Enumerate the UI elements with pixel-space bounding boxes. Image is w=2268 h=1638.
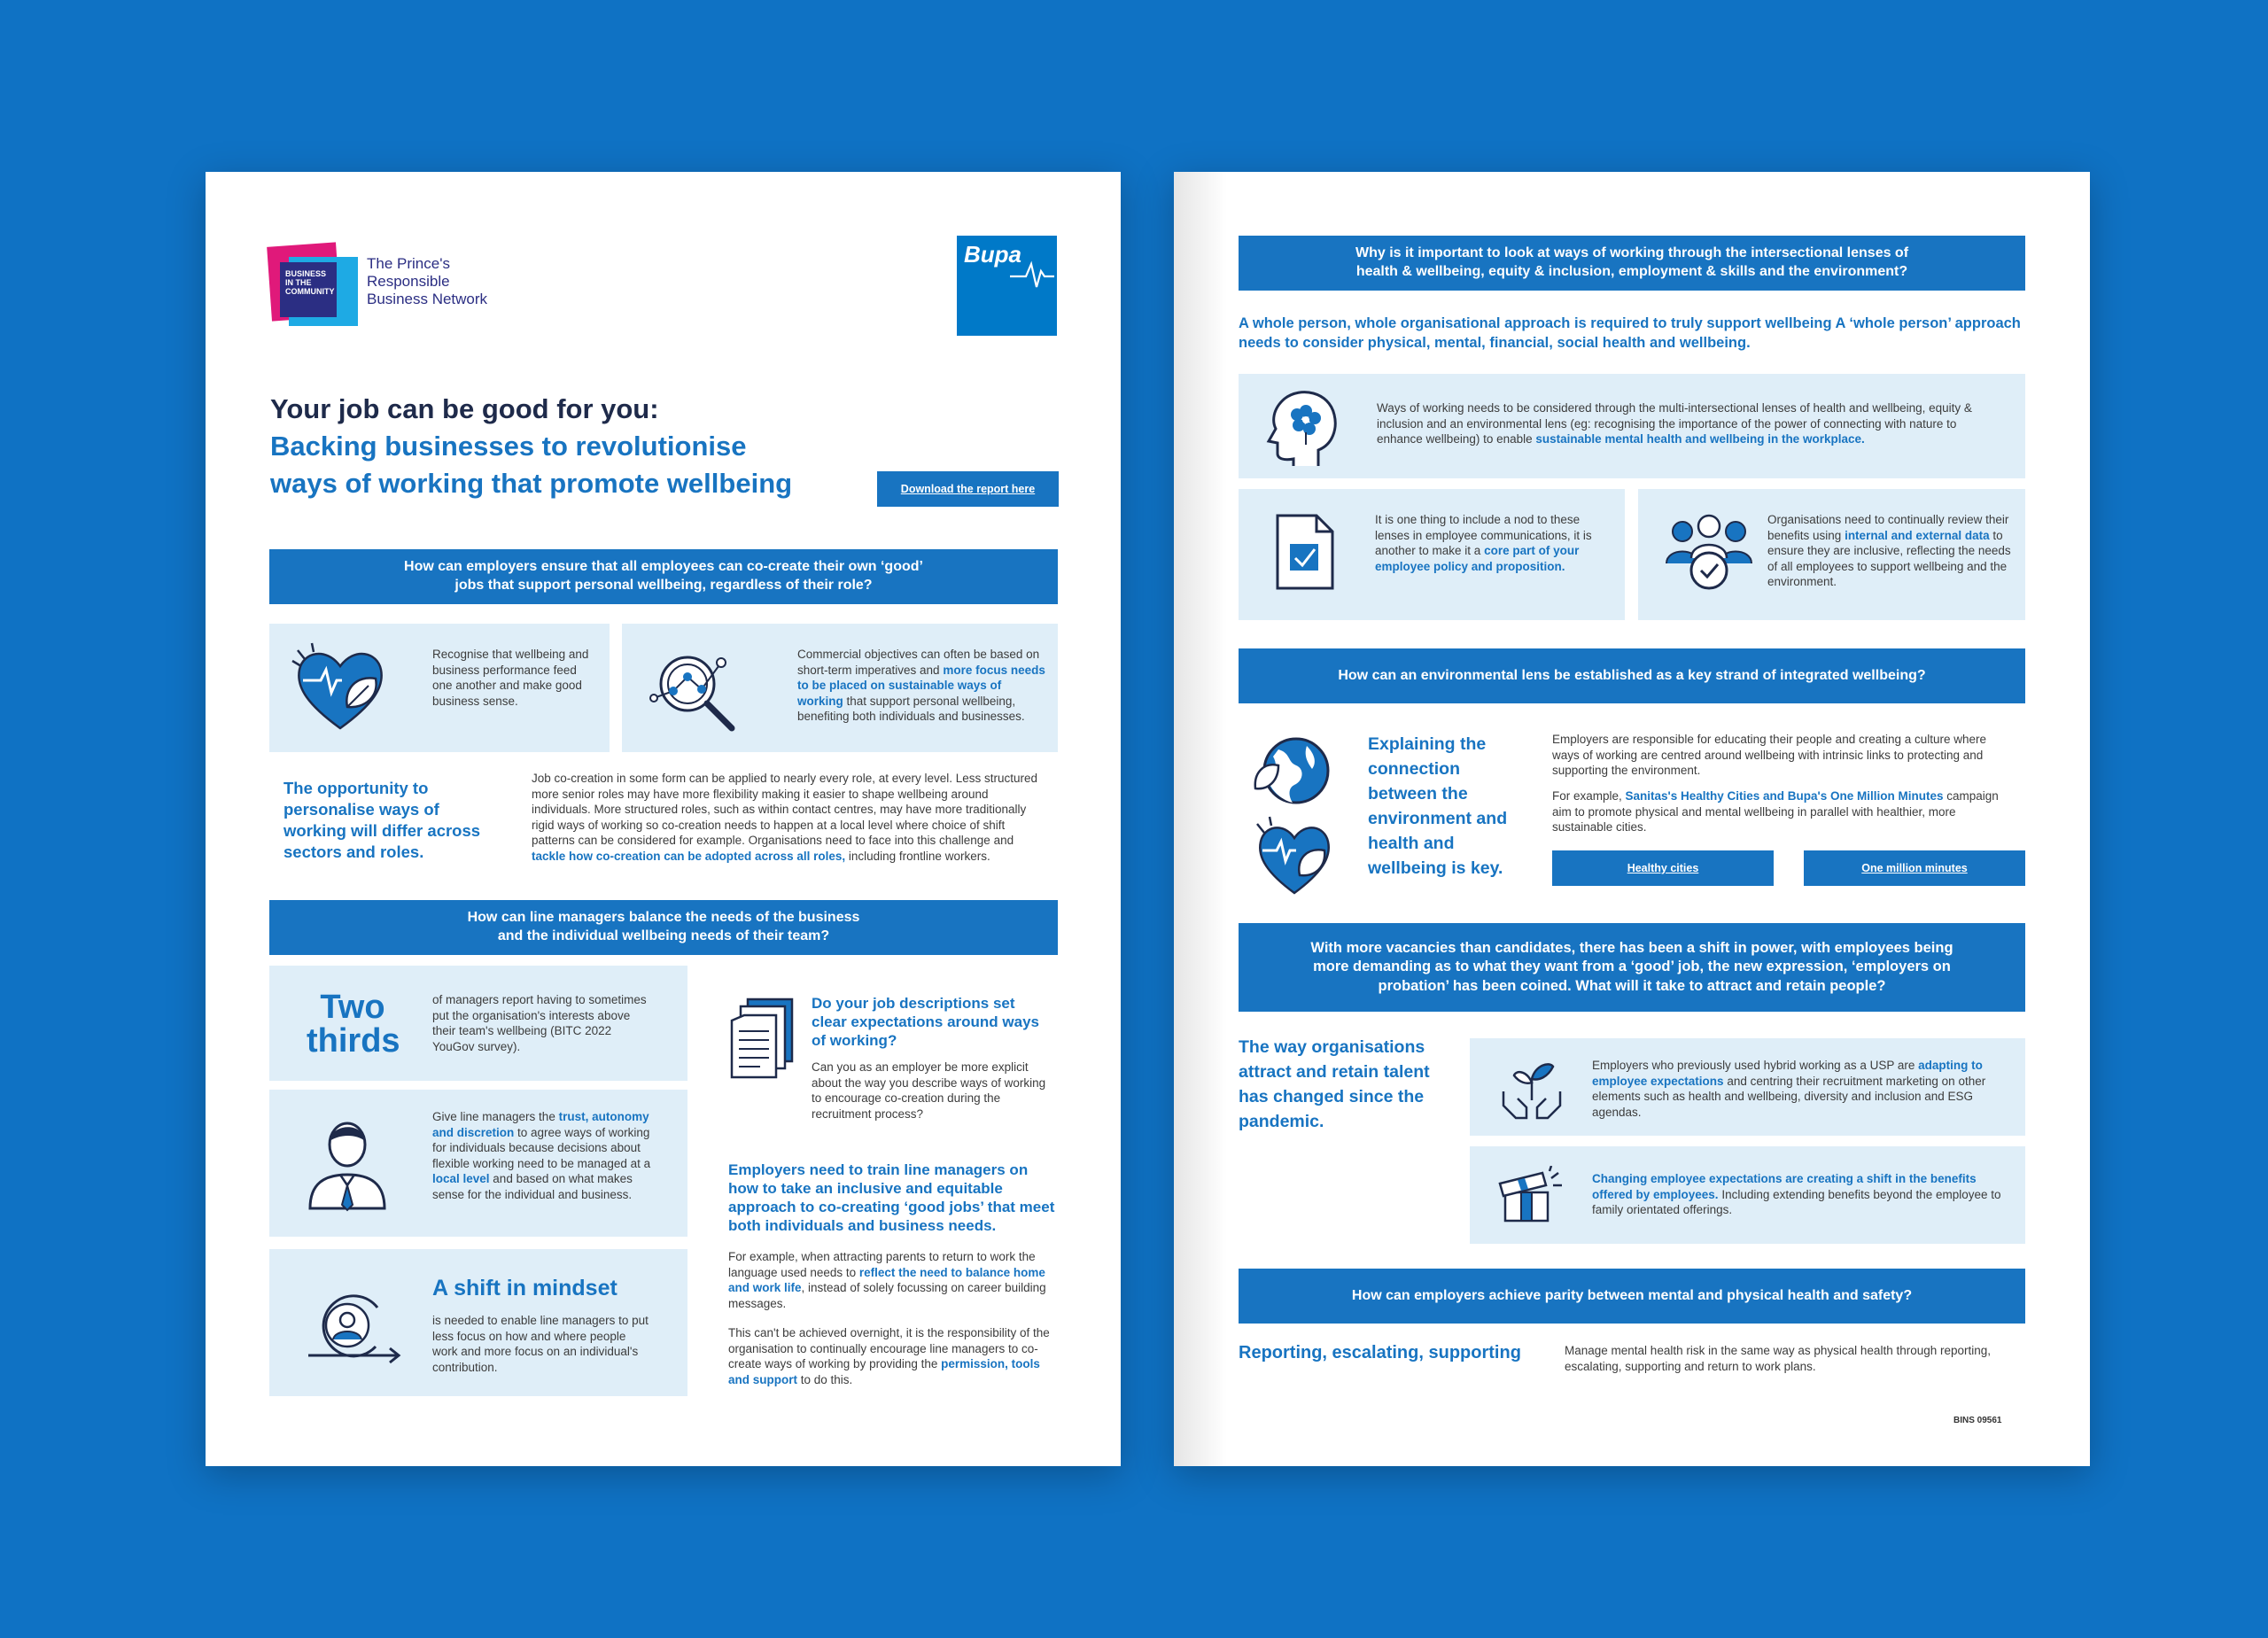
question-co-create-line-1: How can employers ensure that all employees can co-create their own ‘good’	[404, 559, 923, 575]
nod-text-a: It is one thing to include a nod to these lenses in employee communications, it is another to make it a	[1375, 513, 1592, 558]
benefits-text-highlight: Changing employee expectations are creating a shift in the benefits offered by employees.	[1592, 1172, 1977, 1201]
lenses-text-highlight: sustainable mental health and wellbeing in the workplace.	[1535, 432, 1865, 446]
review-text-a: Organisations need to continually review their benefits using	[1767, 513, 2009, 542]
train-text-c: , instead of solely focussing on career building messages.	[728, 1281, 1046, 1310]
one-million-minutes-button[interactable]: One million minutes	[1804, 850, 2025, 886]
train-text-a: For example, when attracting parents to return to work the language used needs to	[728, 1250, 1036, 1279]
question-line-managers-line-2: and the individual wellbeing needs of their team?	[497, 928, 830, 943]
mind-flower-icon	[1265, 383, 1341, 470]
cocreation-text-c: including frontline workers.	[845, 849, 990, 863]
network-name	[367, 255, 487, 308]
two-thirds-stat	[307, 990, 399, 1058]
bupa-logo	[957, 236, 1057, 336]
overnight-text-a: This can't be achieved overnight, it is the responsibility of the organisation to continually encourage line managers to co-create ways of working by providing the	[728, 1326, 1050, 1371]
left-page	[206, 172, 1121, 1466]
bitc-logo-text-1: BUSINESS	[285, 269, 327, 278]
lenses-text	[1377, 400, 1997, 447]
train-managers-text	[728, 1249, 1056, 1311]
benefits-text-b: Including extending benefits beyond the employee to family orientated offerings.	[1592, 1187, 2001, 1217]
opportunity-heading: The opportunity to personalise ways of working will differ across sectors and roles.	[284, 779, 481, 861]
review-text-highlight: internal and external data	[1845, 528, 1990, 542]
cocreation-text-highlight: tackle how co-creation can be adopted across all roles,	[532, 849, 846, 863]
question-environmental-banner: How can an environmental lens be established as a key strand of integrated wellbeing?	[1239, 648, 2025, 703]
question-vacancies-banner	[1239, 923, 2025, 1012]
trust-text-highlight-2: local level	[432, 1172, 490, 1186]
question-co-create-banner	[269, 549, 1058, 604]
mindset-card	[269, 1249, 687, 1396]
trust-text-highlight-1: trust, autonomy and discretion	[432, 1110, 649, 1139]
benefits-card	[1470, 1146, 2025, 1244]
healthy-cities-button[interactable]: Healthy cities	[1552, 850, 1774, 886]
review-text	[1767, 512, 2011, 590]
page-title: Your job can be good for you:	[270, 393, 659, 424]
commercial-text-c: that support personal wellbeing, benefiting both individuals and businesses.	[797, 694, 1025, 724]
bitc-logo	[269, 245, 358, 326]
overnight-text-c: to do this.	[797, 1372, 853, 1386]
explaining-heading: Explaining the connection between the environment and health and wellbeing is key.	[1368, 734, 1508, 878]
bitc-logo-text-3: COMMUNITY	[285, 287, 335, 296]
lenses-card	[1239, 374, 2025, 478]
documents-icon	[728, 996, 799, 1081]
magnifier-chart-icon	[647, 641, 744, 737]
attract-retain-heading: The way organisations attract and retain talent has changed since the pandemic.	[1239, 1037, 1430, 1131]
question-parity-banner: How can employers achieve parity between mental and physical health and safety?	[1239, 1269, 2025, 1324]
two-thirds-stat-two: Two	[320, 989, 385, 1026]
hybrid-text-a: Employers who previously used hybrid working as a USP are	[1592, 1059, 1919, 1072]
page-subtitle-line-2: ways of working that promote wellbeing	[270, 468, 793, 499]
commercial-text-highlight: more focus needs to be placed on sustainable ways of working	[797, 663, 1045, 708]
mindset-text: is needed to enable line managers to put less focus on how and where people work and more focus on an individual's contribution.	[432, 1314, 649, 1374]
nod-text	[1375, 512, 1605, 574]
document-code: BINS 09561	[1953, 1416, 2002, 1425]
question-line-managers-line-1: How can line managers balance the needs of the business	[467, 910, 860, 926]
two-thirds-stat-thirds: thirds	[307, 1022, 400, 1060]
gift-icon	[1496, 1166, 1565, 1224]
globe-leaf-icon	[1252, 730, 1333, 811]
commercial-card	[622, 624, 1058, 752]
reporting-heading: Reporting, escalating, supporting	[1239, 1343, 1521, 1362]
trust-text-e: and based on what makes sense for the individual and business.	[432, 1172, 633, 1201]
heart-leaf-icon-2	[1252, 815, 1337, 898]
checklist-document-icon	[1274, 512, 1336, 592]
question-line-managers-banner	[269, 900, 1058, 955]
right-page	[1174, 172, 2090, 1466]
manage-text: Manage mental health risk in the same way as physical health through reporting, escalating, supporting and return to work plans.	[1565, 1344, 1992, 1373]
question-intersectional-line-1: Why is it important to look at ways of working through the intersectional lenses of	[1355, 245, 1909, 261]
network-name-line-3: Business Network	[367, 291, 488, 307]
question-intersectional-line-2: health & wellbeing, equity & inclusion, employment & skills and the environment?	[1355, 264, 1908, 279]
manager-person-icon	[307, 1113, 388, 1212]
environment-text-2-c: campaign aim to promote physical and mental wellbeing in parallel with healthier, more sustainable cities.	[1552, 789, 1999, 835]
question-vacancies-line-1: With more vacancies than candidates, there has been a shift in power, with employees being	[1310, 939, 1953, 956]
review-text-c: to ensure they are inclusive, reflecting the needs of all employees to support wellbeing and the environment.	[1767, 528, 2011, 589]
trust-text-a: Give line managers the	[432, 1110, 559, 1123]
question-vacancies-line-3: probation’ has been coined. What will it take to attract and retain people?	[1378, 977, 1886, 994]
heartbeat-icon	[1010, 257, 1054, 292]
question-intersectional-banner	[1239, 236, 2025, 291]
question-co-create-line-2: jobs that support personal wellbeing, regardless of their role?	[454, 578, 873, 593]
cocreation-text	[532, 771, 1051, 864]
benefits-text	[1592, 1171, 2008, 1218]
environment-text-2-a: For example,	[1552, 789, 1626, 803]
environment-text-1: Employers are responsible for educating their people and creating a culture where ways of working are centred around wellbeing with intrinsic links to protecting and supporting the environment.	[1552, 733, 1987, 778]
mindset-cycle-icon	[307, 1285, 406, 1366]
environment-text-2-highlight: Sanitas's Healthy Cities and Bupa's One Million Minutes	[1625, 789, 1944, 803]
lenses-text-a: Ways of working needs to be considered through the multi-intersectional lenses of health and wellbeing, equity & inclusion and an environmental lens (eg: recognising the importance of the power of connecting with nature to enhance wellbeing) to enable	[1377, 401, 1972, 446]
team-check-icon	[1665, 512, 1753, 594]
hands-plant-icon	[1500, 1056, 1564, 1122]
cocreation-text-a: Job co-creation in some form can be applied to nearly every role, at every level. Less structured more senior roles may have more flexibility making it easier to shape wellbeing around individuals. More structured roles, such as within contact centres, may have more traditionally rigid ways of working so co-creation needs to happen at a local level where choice of shift patterns can be considered for example. Organisations need to face into this challenge and	[532, 772, 1038, 848]
hybrid-text-c: and centring their recruitment marketing on other elements such as health and wellbeing, diversity and inclusion and ESG agendas.	[1592, 1074, 1986, 1119]
hybrid-text	[1592, 1058, 2008, 1120]
two-thirds-text: of managers report having to sometimes put the organisation's interests above their team's wellbeing (BITC 2022 YouGov survey).	[432, 993, 647, 1053]
hybrid-card	[1470, 1038, 2025, 1136]
job-descriptions-text: Can you as an employer be more explicit about the way you describe ways of working to encourage co-creation during the recruitment process?	[812, 1060, 1046, 1121]
overnight-text	[728, 1325, 1056, 1387]
nod-card	[1239, 489, 1625, 620]
commercial-card-text	[797, 647, 1045, 725]
page-subtitle-line-1: Backing businesses to revolutionise	[270, 431, 747, 462]
bupa-logo-text: Bupa	[964, 241, 1021, 268]
trust-text-c: to agree ways of working for individuals because decisions about flexible working need to be managed at a	[432, 1125, 651, 1170]
wellbeing-card	[269, 624, 610, 752]
network-name-line-1: The Prince's	[367, 255, 450, 272]
download-report-button[interactable]: Download the report here	[877, 471, 1059, 507]
question-vacancies-line-2: more demanding as to what they want from a ‘good’ job, the new expression, ‘employers on	[1313, 959, 1951, 975]
network-name-line-2: Responsible	[367, 273, 450, 290]
nod-text-highlight: core part of your employee policy and proposition.	[1375, 544, 1580, 573]
trust-text	[432, 1109, 658, 1202]
mindset-heading: A shift in mindset	[432, 1276, 617, 1300]
job-descriptions-heading: Do your job descriptions set clear expectations around ways of working?	[812, 995, 1039, 1049]
train-text-highlight: reflect the need to balance home and work life	[728, 1265, 1045, 1295]
commercial-text-a: Commercial objectives can often be based on short-term imperatives and	[797, 648, 1040, 677]
two-thirds-card	[269, 966, 687, 1081]
overnight-text-highlight: permission, tools and support	[728, 1357, 1040, 1386]
wellbeing-card-text: Recognise that wellbeing and business performance feed one another and make good business sense.	[432, 648, 589, 708]
whole-person-heading: A whole person, whole organisational approach is required to truly support wellbeing A ‘whole person’ approach needs to consider physical, mental, financial, social health and wellbeing.	[1239, 315, 2021, 351]
bitc-logo-text-2: IN THE	[285, 278, 312, 287]
heart-leaf-icon	[291, 640, 390, 735]
hybrid-text-highlight: adapting to employee expectations	[1592, 1059, 1983, 1088]
review-card	[1638, 489, 2025, 620]
train-managers-heading: Employers need to train line managers on how to take an inclusive and equitable approach to co-creating ‘good jobs’ that meet both individuals and business needs.	[728, 1161, 1055, 1234]
environment-text-2	[1552, 788, 2013, 835]
trust-card	[269, 1090, 687, 1237]
